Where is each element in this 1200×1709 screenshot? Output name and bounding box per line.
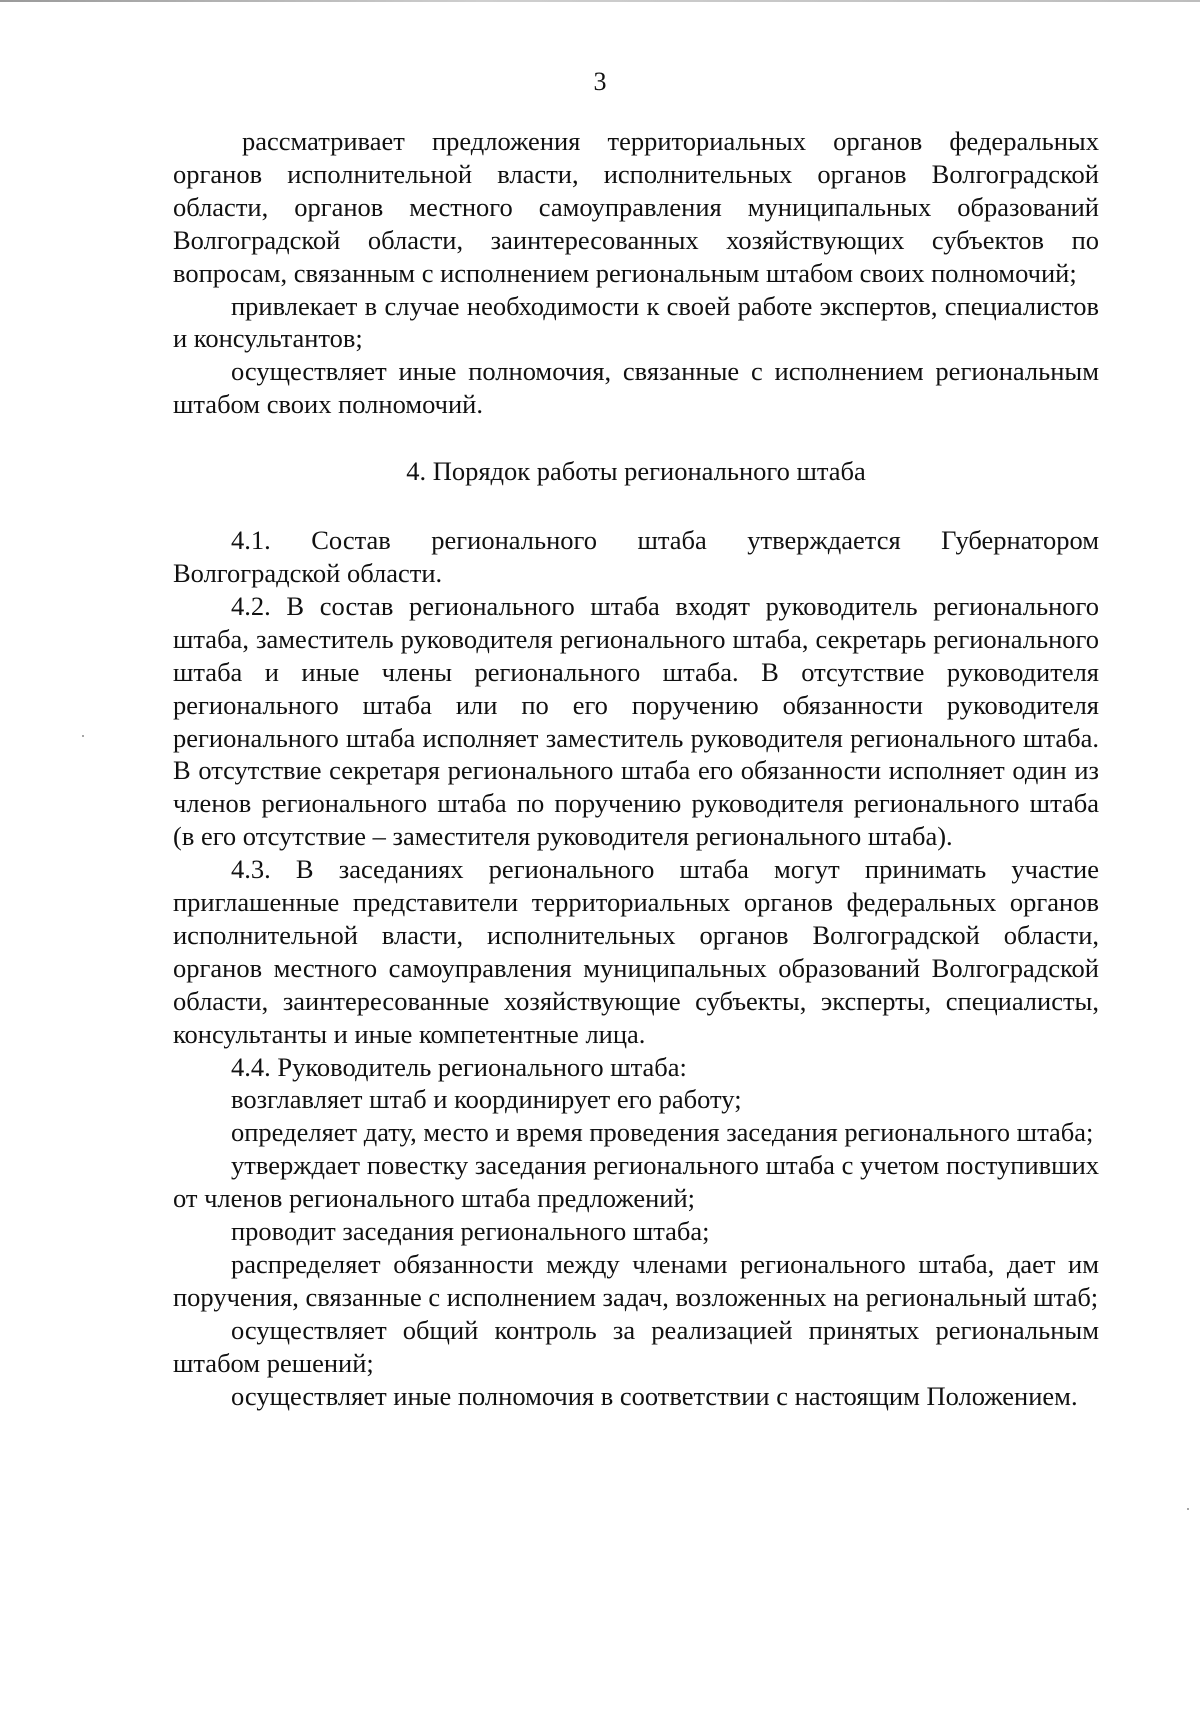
paragraph: 4.4. Руководитель регионального штаба: [231, 1051, 687, 1082]
paragraph: распределяет обязанности между членами регионального штаба, дает им поручения, связанные с исполнением задач, возложенных на региональный штаб; [173, 1249, 1099, 1312]
document-body [173, 125, 1099, 1413]
paragraph: определяет дату, место и время проведения заседания регионального штаба; [231, 1117, 1094, 1148]
paragraph: рассматривает предложения территориальных органов федеральных органов исполнительной власти, исполнительных органов Волгоградской области, органов местного самоуправления муниципальных образований Волгоградской области, заинтересованных хозяйствующих субъектов по вопросам, связанным с исполнением региональным штабом своих полномочий; [173, 126, 1099, 288]
paragraph: 4.3. В заседаниях регионального штаба могут принимать участие приглашенные представители территориальных органов федеральных органов исполнительной власти, исполнительных органов Волгоградской области, органов местного самоуправления муниципальных образований Волгоградской области, заинтересованные хозяйствующие субъекты, эксперты, специалисты, консультанты и иные компетентные лица. [173, 854, 1099, 1049]
scan-speck [82, 735, 84, 737]
paragraph: осуществляет иные полномочия в соответствии с настоящим Положением. [231, 1380, 1078, 1411]
paragraph: 4.1. Состав регионального штаба утверждается Губернатором Волгоградской области. [173, 525, 1099, 588]
page-number: 3 [593, 67, 607, 96]
paragraph: возглавляет штаб и координирует его работу; [231, 1084, 742, 1115]
scan-top-edge [0, 0, 1200, 2]
paragraph: осуществляет общий контроль за реализацией принятых региональным штабом решений; [173, 1314, 1099, 1378]
paragraph: 4.2. В состав регионального штаба входят руководитель регионального штаба, заместитель руководителя регионального штаба, секретарь регионального штаба и иные члены регионального штаба. В отсутствие руководителя регионального штаба или по его поручению обязанности руководителя регионального штаба исполняет заместитель руководителя регионального штаба. В отсутствие секретаря регионального штаба его обязанности исполняет один из членов регионального штаба по поручению руководителя регионального штаба (в его отсутствие – заместителя руководителя регионального штаба). [173, 590, 1099, 852]
paragraph: утверждает повестку заседания регионального штаба с учетом поступивших от членов регионального штаба предложений; [173, 1150, 1099, 1214]
section-heading: 4. Порядок работы регионального штаба [406, 456, 866, 487]
scan-speck [1187, 1508, 1189, 1510]
paragraph: привлекает в случае необходимости к своей работе экспертов, специалистов и консультантов; [173, 290, 1099, 354]
paragraph: проводит заседания регионального штаба; [231, 1216, 710, 1247]
paragraph: осуществляет иные полномочия, связанные с исполнением региональным штабом своих полномочий. [173, 356, 1099, 420]
